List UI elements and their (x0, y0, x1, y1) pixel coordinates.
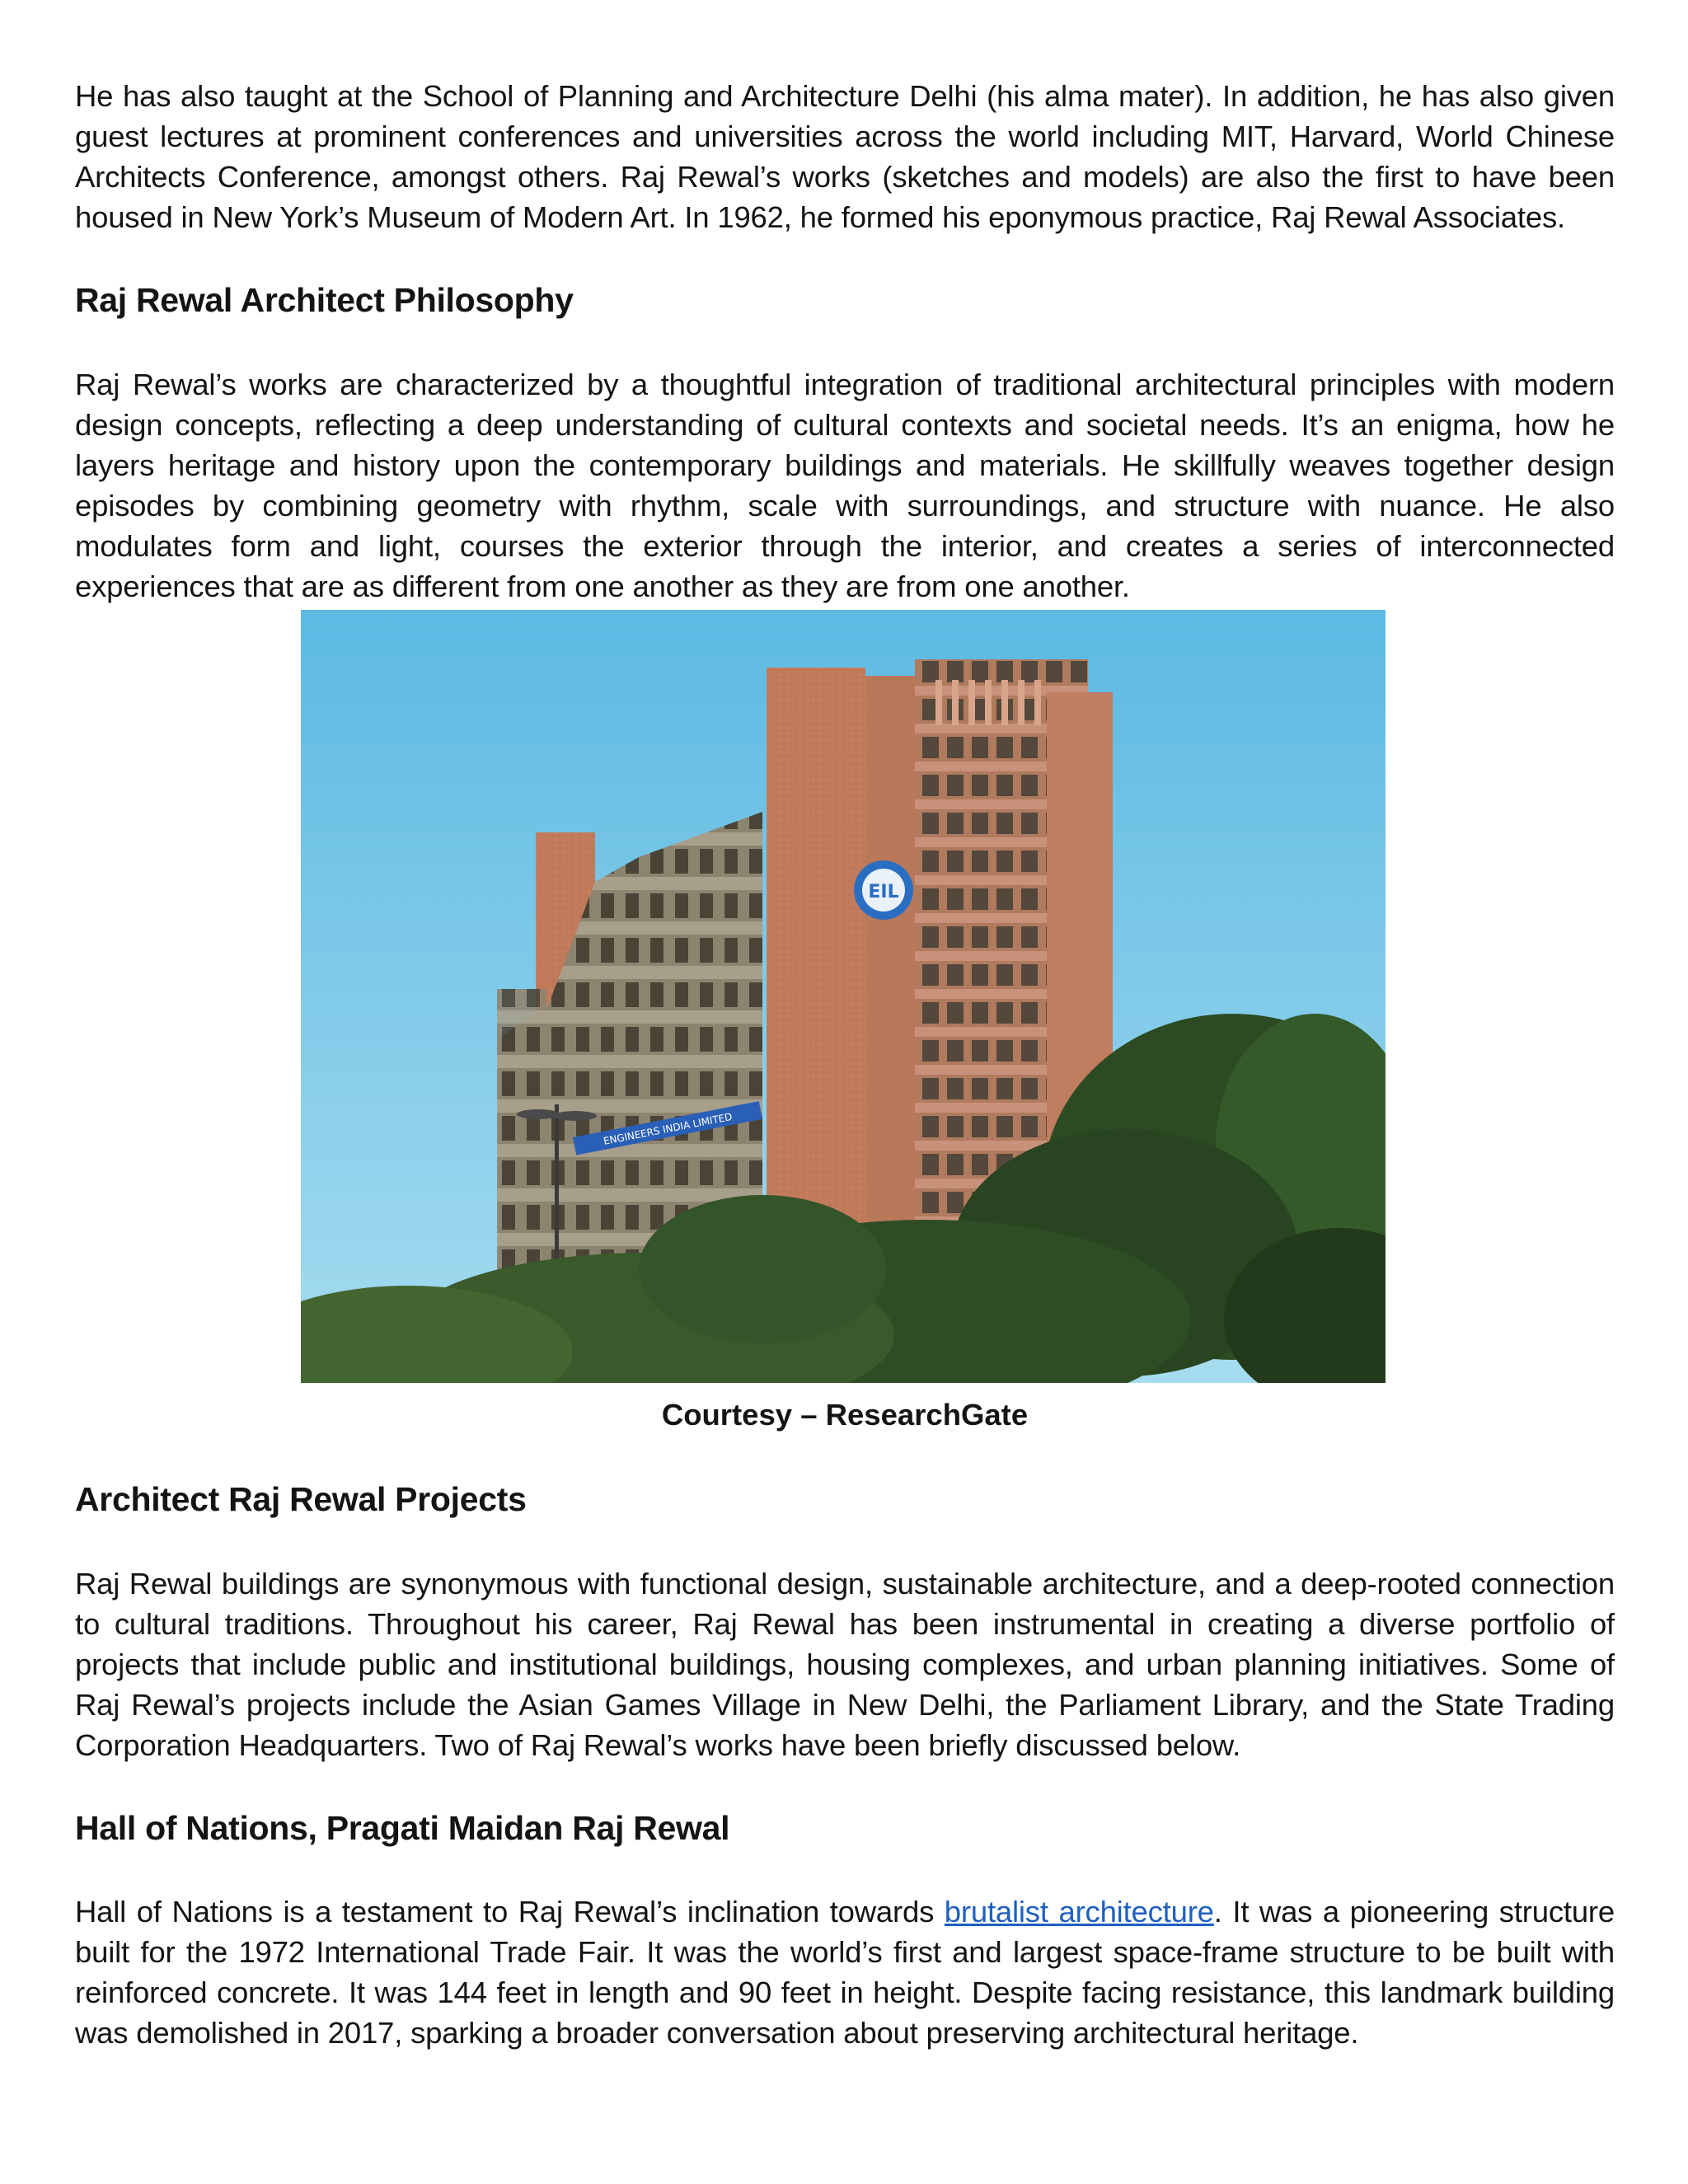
projects-heading: Architect Raj Rewal Projects (75, 1480, 527, 1518)
building-photo (301, 610, 1386, 1383)
figure-caption: Courtesy – ResearchGate (661, 1398, 1029, 1432)
hall-text-before: Hall of Nations is a testament to Raj Rewal’s inclination towards (75, 1895, 945, 1929)
projects-paragraph: Raj Rewal buildings are synonymous with functional design, sustainable architecture, and a deep-rooted connection to cultural traditions. Throughout his career, Raj Rewal has been instrumental in creating a diverse portfolio of projects that include public and institutional buildings, housing complexes, and urban planning initiatives. Some of Raj Rewal’s projects include the Asian Games Village in New Delhi, the Parliament Library, and the State Trading Corporation Headquarters. Two of Raj Rewal’s works have been briefly discussed below. (75, 1567, 1615, 1762)
banner-text: ENGINEERS INDIA LIMITED (602, 1110, 734, 1147)
eil-logo (854, 860, 913, 920)
brutalist-architecture-link[interactable]: brutalist architecture (944, 1895, 1214, 1929)
intro-paragraph: He has also taught at the School of Planning and Architecture Delhi (his alma mater). In addition, he has also given guest lectures at prominent conferences and universities across the world including MIT, Harvard, World Chinese Architects Conference, amongst others. Raj Rewal’s works (sketches and models) are also the first to have been housed in New York’s Museum of Modern Art. In 1962, he formed his eponymous practice, Raj Rewal Associates. (75, 79, 1615, 234)
hall-text-after: . It was a pioneering structure built for the 1972 International Trade Fair. It was the world’s first and largest space-frame structure to be built with reinforced concrete. It was 144 feet in length and 90 feet in height. Despite facing resistance, this landmark building was demolished in 2017, sparking a broader conversation about preserving architectural heritage. (75, 1895, 1615, 2050)
hall-of-nations-paragraph (75, 1891, 1615, 2053)
philosophy-paragraph: Raj Rewal’s works are characterized by a thoughtful integration of traditional architectural principles with modern design concepts, reflecting a deep understanding of cultural contexts and societal needs. It’s an enigma, how he layers heritage and history upon the contemporary buildings and materials. He skillfully weaves together design episodes by combining geometry with rhythm, scale with surroundings, and structure with nuance. He also modulates form and light, courses the exterior through the interior, and creates a series of interconnected experiences that are as different from one another as they are from one another. (75, 368, 1615, 603)
eil-logo-text: EIL (868, 882, 899, 902)
building-photo-svg (301, 610, 1386, 1383)
philosophy-heading: Raj Rewal Architect Philosophy (75, 281, 574, 319)
hall-of-nations-heading: Hall of Nations, Pragati Maidan Raj Rewal (75, 1809, 730, 1847)
